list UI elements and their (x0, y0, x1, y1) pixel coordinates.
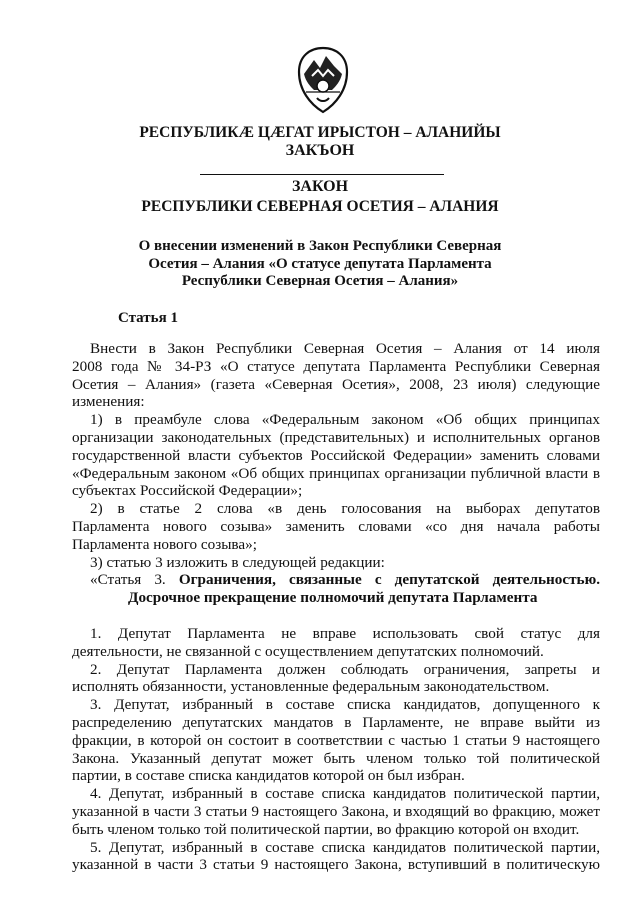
text-line: 2) в статье 2 слова «в день голосования на выборах депутатов (90, 500, 600, 518)
text-line: быть членом только той политической партии, во фракцию которой он входит. (72, 820, 580, 838)
article-heading: Статья 1 (118, 310, 178, 326)
law-title-line: О внесении изменений в Закон Республики Северная (138, 238, 502, 254)
text-line: Парламента нового созыва»; (72, 535, 257, 553)
text-line: 1) в преамбуле слова «Федеральным законом «Об общих принципах (90, 411, 600, 429)
text-line: Парламента нового созыва» заменить словами «со дня начала работы (72, 517, 600, 535)
text-line: 3. Депутат, избранный в составе списка кандидатов, допущенного к (90, 696, 600, 714)
header-divider (200, 174, 444, 175)
law-title (60, 238, 580, 291)
text-line: изменения: (72, 393, 145, 411)
text-line: 2008 года № 34-РЗ «О статусе депутата Парламента Республики Северная (72, 357, 600, 375)
text-line: «Федеральным законом «Об общих принципах организации публичной власти в (72, 464, 600, 482)
article-3-prefix: «Статья 3. (90, 571, 179, 589)
text-line: 1. Депутат Парламента не вправе использовать свой статус для (90, 624, 600, 642)
text-line: Закона. Указанный депутат может быть членом только той политической (72, 749, 600, 767)
text-line: 4. Депутат, избранный в составе списка кандидатов политической партии, (90, 785, 600, 803)
text-line: партии, в составе списка кандидатов которой он был избран. (72, 767, 465, 785)
text-line: государственной власти субъектов Российской Федерации» заменить словами (72, 446, 600, 464)
text-line: Осетия – Алания» (газета «Северная Осетия», 2008, 23 июля) следующие (72, 375, 600, 393)
text-line: распределению депутатских мандатов в Парламенте, не вправе выйти из (72, 713, 600, 731)
article-3-title-continued: Досрочное прекращение полномочий депутата Парламента (128, 589, 538, 607)
text-line: 5. Депутат, избранный в составе списка кандидатов политической партии, (90, 838, 600, 856)
republic-name-russian: РЕСПУБЛИКИ СЕВЕРНАЯ ОСЕТИЯ – АЛАНИЯ (141, 198, 499, 215)
text-line: 3) статью 3 изложить в следующей редакции: (90, 553, 385, 571)
text-line: фракции, в которой он состоит в соответствии с частью 1 статьи 9 настоящего (72, 731, 600, 749)
text-line: указанной в части 3 статьи 9 настоящего Закона, вступивший в политическую (72, 856, 600, 874)
law-title-line: Республики Северная Осетия – Алания» (181, 273, 459, 290)
law-body (72, 340, 600, 874)
text-line: исполнять обязанности, установленные федеральным законодательством. (72, 678, 550, 696)
text-line: указанной в части 3 статьи 9 настоящего Закона, и входящий во фракцию, может (72, 802, 600, 820)
text-line: Внести в Закон Республики Северная Осетия – Алания от 14 июля (90, 340, 600, 357)
text-line: организации законодательных (представительных) и исполнительных органов (72, 428, 600, 446)
law-word-ossetian: ЗАКЪОН (285, 142, 355, 159)
coat-of-arms-emblem (296, 46, 350, 114)
law-title-line: Осетия – Алания «О статусе депутата Парламента (148, 255, 492, 272)
republic-name-ossetian: РЕСПУБЛИКÆ ЦÆГАТ ИРЫСТОН – АЛАНИЙЫ (139, 124, 501, 141)
law-word-russian: ЗАКОН (291, 178, 349, 195)
text-line: 2. Депутат Парламента должен соблюдать ограничения, запреты и (90, 660, 600, 678)
article-3-heading-line (72, 571, 600, 589)
text-line: субъектах Российской Федерации»; (72, 482, 303, 500)
text-line: деятельности, не связанной с осуществлением депутатских полномочий. (72, 642, 544, 660)
article-3-title: Ограничения, связанные с депутатской деятельностью. (178, 571, 600, 589)
